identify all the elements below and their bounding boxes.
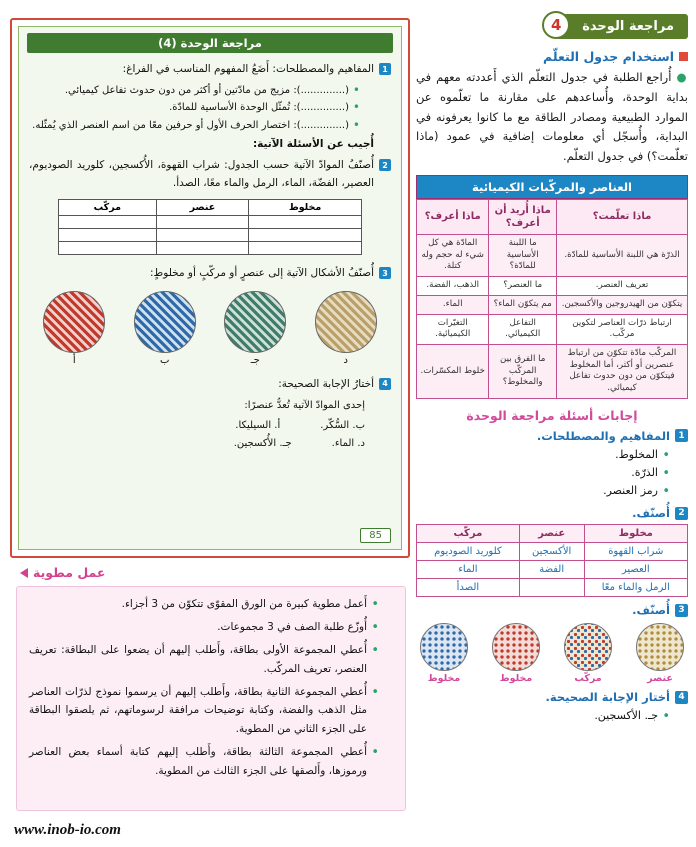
cell-know: الذهب، الفضة. — [417, 277, 489, 296]
unit-review-title-text: مراجعة الوحدة — [582, 19, 674, 34]
table-row — [417, 295, 688, 314]
unit-review-title-banner — [551, 14, 688, 39]
q2-number: 2 — [379, 159, 391, 171]
circle-label: أ — [72, 354, 76, 366]
section-learning-table-text: ● أُراجع الطلبة في جدول التعلّم الذي أَعددته معهم في بداية الوحدة، وأُساعدهم على مقارنة ما تعلّموه عن الموارد الطبيعية ومصادر الطاقة مع ما كانوا يعرفونه في البداية، وأُسجّل أي معلومات إضافية في عمود (ماذا تعلّمت؟) في جدول التعلّم. — [416, 70, 688, 164]
page-number: 85 — [360, 528, 391, 543]
cell-compound: الماء — [417, 561, 520, 579]
cell-blank[interactable] — [58, 242, 156, 255]
th-compound: مركّب — [58, 200, 156, 216]
cell-blank[interactable] — [58, 229, 156, 242]
list-item: • أُعطي المجموعة الثالثة بطاقة، وأَطلب إليهم كتابة أسماء بعض العناصر ورموزها، وأَلصقها على الجزء الثالث من المطوية. — [29, 743, 379, 781]
list-item: • أُوزّع طلبة الصف في 3 مجموعات. — [29, 618, 379, 637]
particle-diagram-compound — [564, 623, 612, 671]
th-mixture: مخلوط — [249, 200, 362, 216]
cell-learned: ارتباط ذرّات العناصر لتكوين مركّب. — [556, 314, 687, 344]
th-learned: ماذا تعلّمت؟ — [556, 199, 687, 234]
cell-blank[interactable] — [156, 229, 248, 242]
circle-item — [224, 291, 286, 366]
circle-label: مخلوط — [499, 673, 533, 685]
learning-table-paragraph: أُراجع الطلبة في جدول التعلّم الذي أَعددته معهم في بداية الوحدة، وأُساعدهم على مقارنة ما تعلّموه عن الموارد الطبيعية ومصادر الطاقة مع ما كانوا يعرفونه في البداية، وأُسجّل أي معلومات إضافية في عمود (ماذا تعلّمت؟) في جدول التعلّم. — [416, 70, 688, 164]
circle-label: د — [343, 354, 348, 366]
th-know: ماذا أعرف؟ — [417, 199, 489, 234]
q4-stem: إحدى الموادّ الآتية تُعدُّ عنصرًا: — [244, 399, 365, 411]
student-q4 — [29, 376, 391, 394]
circle-label: مركّب — [574, 673, 602, 685]
th-mixture: مخلوط — [584, 525, 687, 543]
particle-diagram-d — [315, 291, 377, 353]
cell-blank[interactable] — [58, 216, 156, 229]
cell-know: المادّة هي كل شيء له حجم وله كتلة. — [417, 234, 489, 276]
cell-blank[interactable] — [156, 242, 248, 255]
q3-answer-circles — [416, 623, 688, 684]
q4-answer-list — [416, 707, 688, 725]
cell-mixture: شراب القهوة — [584, 543, 687, 561]
cell-know: التغيّرات الكيميائية. — [417, 314, 489, 344]
list-item: • المخلوط. — [416, 446, 670, 464]
foldable-list — [29, 595, 393, 781]
particle-diagram-c — [224, 291, 286, 353]
answer-q4-heading — [416, 690, 688, 704]
table-header-row — [417, 525, 688, 543]
unit-review-header — [416, 14, 688, 39]
table-row — [417, 579, 688, 597]
list-item: • أَعمل مطوية كبيرة من الورق المقوّى تتكوّن من 3 أجزاء. — [29, 595, 379, 614]
answer-q3-heading — [416, 603, 688, 617]
q4-options — [29, 397, 391, 453]
circle-item — [420, 623, 468, 684]
student-page-inner — [18, 26, 402, 550]
cell-want: ما اللبنة الأساسية للمادّة؟ — [489, 234, 557, 276]
q3-number: 3 — [379, 267, 391, 279]
cell-learned: المركّب مادّة تتكوّن من ارتباط عنصرين أو أكثر، أما المخلوط فيتكوّن من دون حدوث تفاعل كيميائي. — [556, 344, 687, 398]
cell-element: الفضة — [519, 561, 584, 579]
particle-diagram-element — [636, 623, 684, 671]
cell-learned: الذرّة هي اللبنة الأساسية للمادّة. — [556, 234, 687, 276]
option-d[interactable]: د. الماء. — [331, 437, 365, 449]
learning-table-caption: العناصر والمركّبات الكيميائية — [416, 175, 688, 199]
answer-q2-heading — [416, 506, 688, 520]
square-bullet-icon — [679, 52, 688, 61]
section-learning-table-title: استخدام جدول التعلّم — [543, 49, 674, 64]
table-row — [417, 234, 688, 276]
circle-label: جـ — [250, 354, 260, 366]
cell-compound: الصدأ — [417, 579, 520, 597]
circle-item — [492, 623, 540, 684]
cell-element: الأكسجين — [519, 543, 584, 561]
cell-want: ما الفرق بين المركّب والمخلوط؟ — [489, 344, 557, 398]
circle-item — [43, 291, 105, 366]
option-c[interactable]: جـ. الأُكسجين. — [233, 437, 292, 449]
cell-want: ما العنصر؟ — [489, 277, 557, 296]
list-item: • (..............): تُمثّل الوحدة الأساسية للمادّة. — [29, 99, 360, 117]
q2-label: أُصنّف. — [632, 506, 670, 521]
particle-diagram-b — [134, 291, 196, 353]
foldable-box — [16, 586, 406, 811]
cell-learned: تعريف العنصر. — [556, 277, 687, 296]
cell-compound: كلوريد الصوديوم — [417, 543, 520, 561]
table-row — [417, 344, 688, 398]
cell-know: خلوط المكسّرات. — [417, 344, 489, 398]
list-item: • جـ. الأكسجين. — [416, 707, 670, 725]
cell-mixture: الرمل والماء معًا — [584, 579, 687, 597]
cell-want: مم يتكوّن الماء؟ — [489, 295, 557, 314]
student-page-title: مراجعة الوحدة (4) — [27, 33, 393, 53]
q1-number: 1 — [675, 429, 688, 442]
q1-answer-list — [416, 446, 688, 500]
answers-title: إجابات أسئلة مراجعة الوحدة — [466, 407, 638, 423]
q3-number: 3 — [675, 604, 688, 617]
cell-mixture: العصير — [584, 561, 687, 579]
q1-blanks — [29, 82, 374, 135]
circle-label: عنصر — [647, 673, 673, 685]
list-item: • أُعطي المجموعة الثانية بطاقة، وأَطلب إليهم أن يرسموا نموذج لذرّات العناصر مثل الذهب والفضة، وكتابة توضيحات مرافقة لرسوماتهم، ثم يلصقوا البطاقة على الجزء الثاني من المطوية. — [29, 683, 379, 740]
table-row — [417, 314, 688, 344]
q1-after-text: أُجيب عن الأسئلة الآتية: — [252, 138, 374, 151]
learning-table — [416, 175, 688, 399]
q4-options-row-1 — [29, 417, 365, 435]
particle-diagram-mixture-2 — [420, 623, 468, 671]
table-row — [58, 216, 361, 229]
q4-options-row-2 — [29, 435, 365, 453]
table-row — [58, 242, 361, 255]
particle-diagram-a — [43, 291, 105, 353]
cell-learned: يتكوّن من الهيدروجين والأكسجين. — [556, 295, 687, 314]
student-q1 — [29, 61, 391, 150]
q1-text: المفاهيم والمصطلحات: أَضَعُ المفهوم المناسب في الفراغ: — [122, 63, 374, 75]
unit-number-badge: 4 — [542, 11, 570, 39]
q1-label: المفاهيم والمصطلحات. — [536, 428, 670, 443]
q2-blank-table — [58, 199, 362, 255]
list-item: • (..............): مزيج من مادّتين أو أكثر من دون حدوث تفاعل كيميائي. — [29, 82, 360, 100]
teacher-column — [416, 14, 688, 834]
th-compound: مركّب — [417, 525, 520, 543]
q2-text: أُصنّفُ الموادّ الآتية حسب الجدول: شراب القهوة، الأُكسجين، كلوريد الصوديوم، العصير، الفضّة، الماء، الرمل والماء معًا، الصدأ. — [29, 159, 374, 190]
q4-text: أختارُ الإجابة الصحيحة: — [278, 377, 374, 390]
q2-number: 2 — [675, 507, 688, 520]
cell-blank[interactable] — [156, 216, 248, 229]
q4-number: 4 — [379, 378, 391, 390]
triangle-bullet-icon — [20, 568, 28, 578]
list-item: • الذرّة. — [416, 464, 670, 482]
cell-blank[interactable] — [249, 216, 362, 229]
q1-number: 1 — [379, 63, 391, 75]
student-q2 — [29, 157, 391, 193]
q3-figure-circles — [29, 291, 391, 366]
table-row — [58, 229, 361, 242]
cell-know: الماء. — [417, 295, 489, 314]
foldable-heading — [20, 565, 400, 580]
answer-q1-heading — [416, 429, 688, 443]
circle-item — [564, 623, 612, 684]
q2-answer-table — [416, 524, 688, 597]
th-want: ماذا أُريد أن أعرف؟ — [489, 199, 557, 234]
q3-label: أُصنّف. — [632, 603, 670, 618]
circle-item — [636, 623, 684, 684]
cell-blank[interactable] — [249, 242, 362, 255]
q4-number: 4 — [675, 691, 688, 704]
foldable-title: عمل مطوية — [33, 565, 106, 580]
table-header-row — [417, 199, 688, 234]
circle-item — [315, 291, 377, 366]
th-element: عنصر — [156, 200, 248, 216]
student-book-page — [10, 18, 410, 558]
q3-text: أُصنّفُ الأشكال الآتية إلى عنصرٍ أو مركّبٍ أو مخلوطٍ: — [150, 267, 374, 280]
list-item: • (..............): اختصار الحرف الأول أو حرفين معًا من اسم العنصر الذي يُمثّله. — [29, 117, 360, 135]
particle-diagram-mixture-1 — [492, 623, 540, 671]
option-a[interactable]: أ. السيليكا. — [235, 419, 281, 431]
option-b[interactable]: ب. السُّكّر. — [320, 419, 365, 431]
table-row — [417, 277, 688, 296]
q4-label: أختار الإجابة الصحيحة. — [545, 690, 670, 705]
table-row — [417, 561, 688, 579]
list-item: • رمز العنصر. — [416, 482, 670, 500]
cell-blank[interactable] — [249, 229, 362, 242]
cell-want: التفاعل الكيميائي. — [489, 314, 557, 344]
circle-label: مخلوط — [427, 673, 461, 685]
circle-item — [134, 291, 196, 366]
section-learning-table-heading — [416, 49, 688, 64]
circle-label: ب — [160, 354, 170, 366]
th-element: عنصر — [519, 525, 584, 543]
student-q3 — [29, 265, 391, 283]
cell-element — [519, 579, 584, 597]
watermark: www.inob-io.com — [14, 822, 121, 838]
table-header-row — [58, 200, 361, 216]
list-item: • أُعطي المجموعة الأولى بطاقة، وأَطلب إليهم أن يضعوا على البطاقة: تعريف العنصر، تعريف المركّب. — [29, 641, 379, 679]
table-row — [417, 543, 688, 561]
